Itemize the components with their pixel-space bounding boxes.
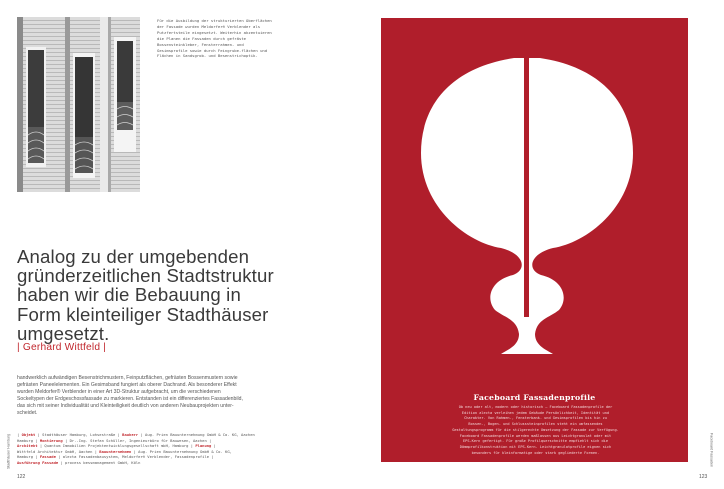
- vertical-label-text: Stadthäuser Hamburg: [6, 433, 11, 469]
- credit-value: Wittfeld Architektur GmbH, Aachen |: [17, 448, 100, 454]
- panel-text-line: Gestaltungsprogramm für die stilgerechte Umsetzung der Fassade zur Verfügung.: [452, 427, 619, 432]
- pull-quote: [17, 247, 317, 343]
- panel-text-line: Dämmprofilkonstruktion mit EPS-Kern. Leichtgranulatprofile eignen sich: [459, 444, 612, 449]
- vertical-label-text: Faceboard Fassaden: [709, 433, 714, 467]
- credit-label: Planung: [195, 443, 212, 448]
- quote-line: umgesetzt.: [17, 322, 110, 344]
- vertical-section-label-right: [709, 433, 715, 469]
- body-line: Sockeltypen der Erdgeschossfassade zu markieren. Entstanden ist ein differenziertes Fassadenbild,: [17, 395, 243, 402]
- project-credits: [17, 432, 302, 465]
- vertical-section-label-left: [5, 433, 11, 469]
- photo-caption: Für die Ausbildung der strukturierten Oberflächen der Fassade wurden Meldorfer® Verblender als Putzfertsteile eingesetzt. Weiterhin akzentuieren die Planen die Fassaden durch gefräste Bossensteinkleber, Fensterrahmen- und Gesimsprofile sowie durch Feingrube-flächen und Flächen in Sandsgrob- und Besenstrichoptik.: [157, 18, 272, 59]
- quote-line: gründerzeitlichen Stadtstruktur: [17, 265, 274, 287]
- panel-text-line: Faceboard Fassadenprofile werden maßlassen aus Leichtgranulat oder mit: [459, 433, 612, 438]
- panel-text-line: Ob neu oder alt, modern oder historisch – Faceboard Fassadenprofile der: [458, 405, 613, 409]
- body-line: gefrästen Paneelelementen. Ein Gesimsband fungiert als oberer Dachrand. Als besonderer Effekt: [17, 381, 237, 388]
- panel-text-line: Charakter. Von Rahmen-, Fensterbank- und Gesimsprofilen bis hin zu: [464, 416, 607, 421]
- credit-value: | Aug. Prien Bauunternehmung GmbH & Co. KG,: [131, 448, 232, 454]
- credit-label: Bauherr: [122, 432, 139, 437]
- page-number-right: 123: [699, 474, 708, 480]
- credit-line: [17, 460, 302, 466]
- facade-photo: [17, 17, 140, 192]
- red-product-panel: [381, 18, 688, 462]
- quote-line: Analog zu der umgebenden: [17, 246, 250, 267]
- credit-value: | process bessmanagement GmbH, Köln: [58, 459, 141, 465]
- credit-value: | alecta Fassadenbausystem, Meldorfer® Verblender, Fassadenprofile |: [55, 454, 214, 459]
- credit-label: Bauunternehmen: [99, 448, 132, 454]
- credit-value: | Quantum Immobilien Projektentwicklungsgesellschaft mbH, Hamburg |: [37, 443, 196, 448]
- panel-text-line: EPS-Kern gefertigt. Für große Profilquerschnitte empfiehlt sich die: [463, 439, 608, 444]
- body-line: handwerklich aufwändigen Besenstrichmustern, Feinputzflächen, gefrästen Bossenmustern sowie: [17, 375, 238, 381]
- credit-value: | Aug. Prien Bauunternehmung GmbH & Co. KG, Aachen: [138, 432, 255, 437]
- quote-line: Form kleinteiliger Stadthäuser: [17, 303, 269, 325]
- credit-label: Objekt: [21, 432, 36, 437]
- credit-label: Montierung: [39, 437, 63, 443]
- page-number-left: 122: [17, 474, 26, 480]
- body-line: scheidet.: [17, 409, 38, 416]
- credit-label: Ausführung Fassade: [17, 459, 59, 465]
- body-line: das sich mit seiner Individualität und Kleinteiligkeit deutlich von anderen Neubauprojekten unter-: [17, 402, 234, 409]
- panel-text-line: besonders für kleinformatige oder stark gegliederte Formen.: [471, 450, 600, 455]
- body-paragraph: [17, 375, 299, 416]
- credit-label: Architekt: [17, 443, 38, 448]
- panel-text: [433, 405, 638, 456]
- body-line: wurden Meldorfer® Verblender in einer Art 3D-Struktur aufgebracht, um die verschiedenen: [17, 388, 221, 395]
- credit-value: | Dr.-Ing. Stefan Schüller, Ingenieurbüro für Bauwesen, Aachen |: [62, 437, 212, 443]
- panel-text-line: Bossen-, Bogen- und Schlusssteinprofilen steht ein umfassendes: [468, 422, 603, 427]
- credit-value: Hamburg |: [17, 454, 40, 459]
- panel-title: Faceboard Fassadenprofile: [473, 393, 596, 402]
- credit-value: |: [211, 443, 216, 448]
- quote-author: | Gerhard Wittfeld |: [17, 342, 107, 353]
- panel-text-line: Edition alecta verleihen jedem Gebäude Persönlichkeit, Identität und: [461, 410, 610, 415]
- quote-line: haben wir die Bebauung in: [17, 284, 241, 306]
- credit-value: |: [17, 432, 22, 437]
- credit-value: Hamburg |: [17, 437, 40, 443]
- credit-value: | Stadthäuser Hamburg, Lohsestraße |: [35, 432, 123, 437]
- credit-label: Fassade: [39, 454, 56, 459]
